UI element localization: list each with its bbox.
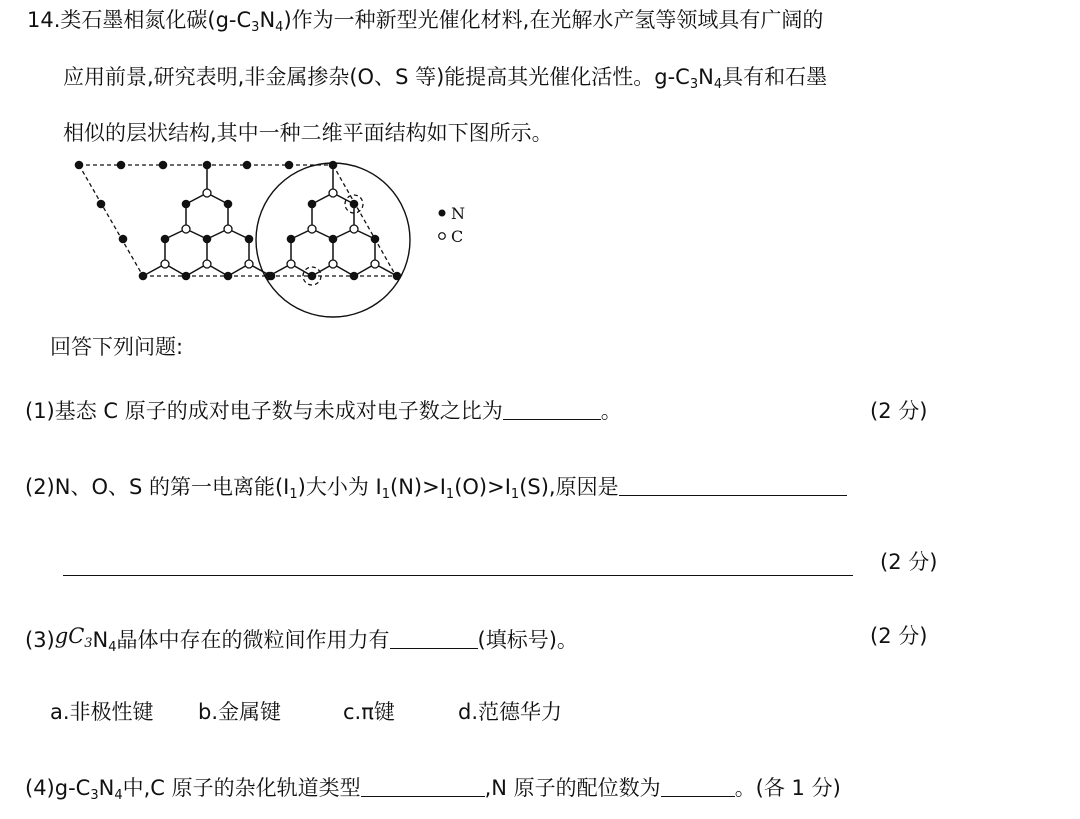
text: 。(各 1 分) <box>734 776 841 800</box>
subscript: 4 <box>713 77 723 92</box>
question-2 <box>25 472 847 502</box>
nitrogen-atom <box>117 161 126 170</box>
nitrogen-atom <box>139 272 148 281</box>
text: (N)>I <box>390 475 446 499</box>
nitrogen-atom <box>119 235 128 244</box>
legend-c-dot <box>439 233 446 240</box>
carbon-atom <box>308 225 316 233</box>
nitrogen-atom <box>182 200 191 209</box>
prompt-text: 回答下列问题: <box>50 335 184 359</box>
text: (O)>I <box>454 475 511 499</box>
nitrogen-atom <box>308 200 317 209</box>
answer-blank-4a[interactable] <box>361 774 485 797</box>
carbon-atom <box>371 260 379 268</box>
carbon-atom <box>350 225 358 233</box>
text: 具有和石墨 <box>722 65 828 89</box>
option-a: a.非极性键 <box>50 700 154 724</box>
answer-blank-4b[interactable] <box>661 774 735 797</box>
question-3 <box>25 621 578 655</box>
nitrogen-atom <box>161 235 170 244</box>
text: 中,C 原子的杂化轨道类型 <box>122 776 361 800</box>
text: (4)g-C <box>25 776 91 800</box>
text: N <box>92 628 109 652</box>
nitrogen-atom <box>393 272 402 281</box>
nitrogen-atom <box>329 235 338 244</box>
subscript: 1 <box>381 487 391 502</box>
carbon-atom <box>203 260 211 268</box>
carbon-atom <box>329 189 337 197</box>
nitrogen-atom <box>224 272 233 281</box>
answer-blank-1[interactable] <box>503 397 601 420</box>
nitrogen-atom <box>159 161 168 170</box>
option-c: c.π键 <box>343 700 395 724</box>
text: (1)基态 C 原子的成对电子数与未成对电子数之比为 <box>25 399 503 423</box>
carbon-atom <box>245 260 253 268</box>
subscript: 3 <box>689 77 699 92</box>
nitrogen-atom <box>75 161 84 170</box>
legend-n-label: N <box>451 204 465 223</box>
text: 。 <box>600 399 622 423</box>
text: N <box>98 776 115 800</box>
nitrogen-atom <box>203 235 212 244</box>
carbon-atom <box>203 189 211 197</box>
nitrogen-atom <box>329 161 338 170</box>
nitrogen-atom <box>308 272 317 281</box>
legend-n-dot <box>439 210 446 217</box>
subscript: 1 <box>510 487 520 502</box>
text: 晶体中存在的微粒间作用力有 <box>116 628 390 652</box>
text: )大小为 I <box>297 475 382 499</box>
cell-edge-dashed <box>333 165 396 276</box>
text: (S),原因是 <box>519 475 619 499</box>
nitrogen-atom <box>350 200 359 209</box>
subscript: 4 <box>114 788 123 803</box>
text: N <box>259 8 276 32</box>
option-b: b.金属键 <box>198 700 282 724</box>
carbon-atom <box>224 225 232 233</box>
answer-blank-2a[interactable] <box>619 473 847 496</box>
nitrogen-atom <box>224 200 233 209</box>
nitrogen-atom <box>97 200 106 209</box>
text: (3) <box>25 628 55 652</box>
question-4 <box>25 773 841 803</box>
subscript: 3 <box>84 636 93 651</box>
text: )作为一种新型光催化材料,在光解水产氢等领域具有广阔的 <box>283 8 824 32</box>
nitrogen-atom <box>265 272 274 281</box>
subscript: 3 <box>251 20 260 35</box>
nitrogen-atom <box>285 161 294 170</box>
subscript: 3 <box>90 788 99 803</box>
legend-c-label: C <box>451 227 464 246</box>
score-q1: (2 分) <box>870 399 928 423</box>
carbon-atom <box>287 260 295 268</box>
text: 14.类石墨相氮化碳(g-C <box>27 8 252 32</box>
text: (2)N、O、S 的第一电离能(I <box>25 475 290 499</box>
cell-edge-dashed <box>79 165 143 276</box>
score-q3: (2 分) <box>870 624 928 648</box>
nitrogen-atom <box>245 235 254 244</box>
option-d: d.范德华力 <box>458 700 563 724</box>
nitrogen-atom <box>203 161 212 170</box>
question-line-3: 相似的层状结构,其中一种二维平面结构如下图所示。 <box>63 121 553 145</box>
text: (填标号)。 <box>477 628 578 652</box>
text: ,N 原子的配位数为 <box>484 776 661 800</box>
nitrogen-atom <box>371 235 380 244</box>
answer-blank-3[interactable] <box>390 626 478 649</box>
text: N <box>698 65 714 89</box>
g-c3n4-structure-diagram <box>0 0 480 330</box>
subscript: 4 <box>108 640 117 655</box>
answer-blank-2b[interactable] <box>63 553 853 576</box>
formula-gc: gC <box>54 624 85 648</box>
nitrogen-atom <box>287 235 296 244</box>
question-1 <box>25 396 622 426</box>
subscript: 4 <box>275 20 284 35</box>
nitrogen-atom <box>182 272 191 281</box>
nitrogen-atom <box>350 272 359 281</box>
score-q2: (2 分) <box>880 550 938 574</box>
subscript: 1 <box>289 487 298 502</box>
text: 应用前景,研究表明,非金属掺杂(O、S 等)能提高其光催化活性。g-C <box>63 65 690 89</box>
carbon-atom <box>161 260 169 268</box>
carbon-atom <box>182 225 190 233</box>
carbon-atom <box>329 260 337 268</box>
nitrogen-atom <box>243 161 252 170</box>
subscript: 1 <box>445 487 455 502</box>
